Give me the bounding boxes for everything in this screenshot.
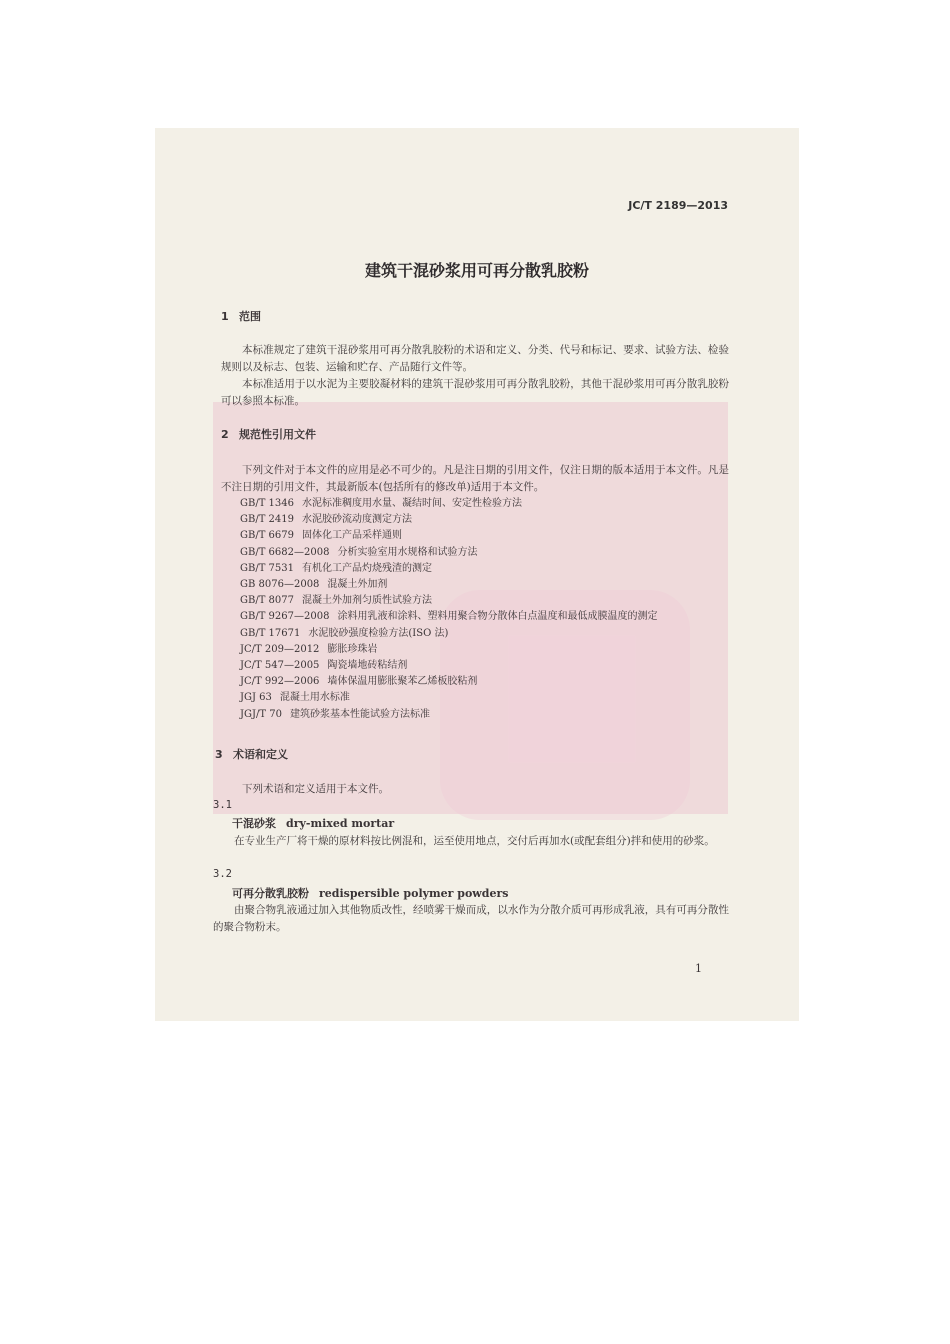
section-1-number: 1 <box>221 310 229 323</box>
reference-item: JGJ 63 混凝土用水标准 <box>240 692 350 704</box>
reference-item: GB/T 8077 混凝土外加剂匀质性试验方法 <box>240 595 433 607</box>
scope-paragraph-1: 本标准规定了建筑干混砂浆用可再分散乳胶粉的术语和定义、分类、代号和标记、要求、试验方法、检验规则以及标志、包装、运输和贮存、产品随行文件等。 <box>221 344 729 373</box>
reference-item: GB/T 9267—2008 涂料用乳液和涂料、塑料用聚合物分散体白点温度和最低成膜温度的测定 <box>240 611 658 623</box>
term-heading <box>232 815 394 831</box>
references-intro: 下列文件对于本文件的应用是必不可少的。凡是注日期的引用文件，仅注日期的版本适用于本文件。凡是不注日期的引用文件，其最新版本(包括所有的修改单)适用于本文件。 <box>221 464 729 493</box>
section-3-number: 3 <box>215 748 223 761</box>
reference-item: JGJ/T 70 建筑砂浆基本性能试验方法标准 <box>240 708 430 720</box>
term-definition: 在专业生产厂将干燥的原材料按比例混和，运至使用地点，交付后再加水(或配套组分)拌和使用的砂浆。 <box>234 835 715 847</box>
reference-item: GB/T 7531 有机化工产品灼烧残渣的测定 <box>240 562 433 574</box>
scope-paragraph-2: 本标准适用于以水泥为主要胶凝材料的建筑干混砂浆用可再分散乳胶粉，其他干混砂浆用可再分散乳胶粉可以参照本标准。 <box>221 378 729 407</box>
section-1-title: 范围 <box>239 310 261 323</box>
term-english: dry-mixed mortar <box>286 817 395 830</box>
section-3-heading <box>215 746 288 762</box>
reference-item: GB 8076—2008 混凝土外加剂 <box>240 579 388 591</box>
document-title: 建筑干混砂浆用可再分散乳胶粉 <box>364 261 589 280</box>
section-3-title: 术语和定义 <box>233 748 288 761</box>
reference-item: GB/T 6682—2008 分析实验室用水规格和试验方法 <box>240 546 478 558</box>
section-2-number: 2 <box>221 428 229 441</box>
page-number: 1 <box>695 962 702 975</box>
section-2-title: 规范性引用文件 <box>239 428 316 441</box>
reference-item: GB/T 1346 水泥标准稠度用水量、凝结时间、安定性检验方法 <box>240 498 523 509</box>
reference-item: GB/T 6679 固体化工产品采样通则 <box>240 530 403 542</box>
reference-item: GB/T 17671 水泥胶砂强度检验方法(ISO 法) <box>240 627 449 639</box>
reference-item: JC/T 547—2005 陶瓷墙地砖粘结剂 <box>240 660 408 672</box>
reference-item: GB/T 2419 水泥胶砂流动度测定方法 <box>240 514 413 526</box>
term-chinese: 干混砂浆 <box>232 817 276 830</box>
standard-number: JC/T 2189—2013 <box>628 199 728 212</box>
term-definition: 由聚合物乳液通过加入其他物质改性，经喷雾干燥而成，以水作为分散介质可再形成乳液，具有可再分散性的聚合物粉末。 <box>213 904 729 933</box>
clause-number: 3.2 <box>213 868 232 880</box>
reference-list <box>240 496 657 723</box>
section-1-heading <box>221 308 261 324</box>
term-heading <box>232 885 508 901</box>
reference-item: JC/T 209—2012 膨胀珍珠岩 <box>240 643 378 655</box>
term-chinese: 可再分散乳胶粉 <box>232 887 309 900</box>
terms-intro: 下列术语和定义适用于本文件。 <box>242 783 389 795</box>
clause-number: 3.1 <box>213 799 232 811</box>
reference-item: JC/T 992—2006 墙体保温用膨胀聚苯乙烯板胶粘剂 <box>240 676 478 688</box>
section-2-heading <box>221 426 316 442</box>
term-english: redispersible polymer powders <box>319 887 509 900</box>
